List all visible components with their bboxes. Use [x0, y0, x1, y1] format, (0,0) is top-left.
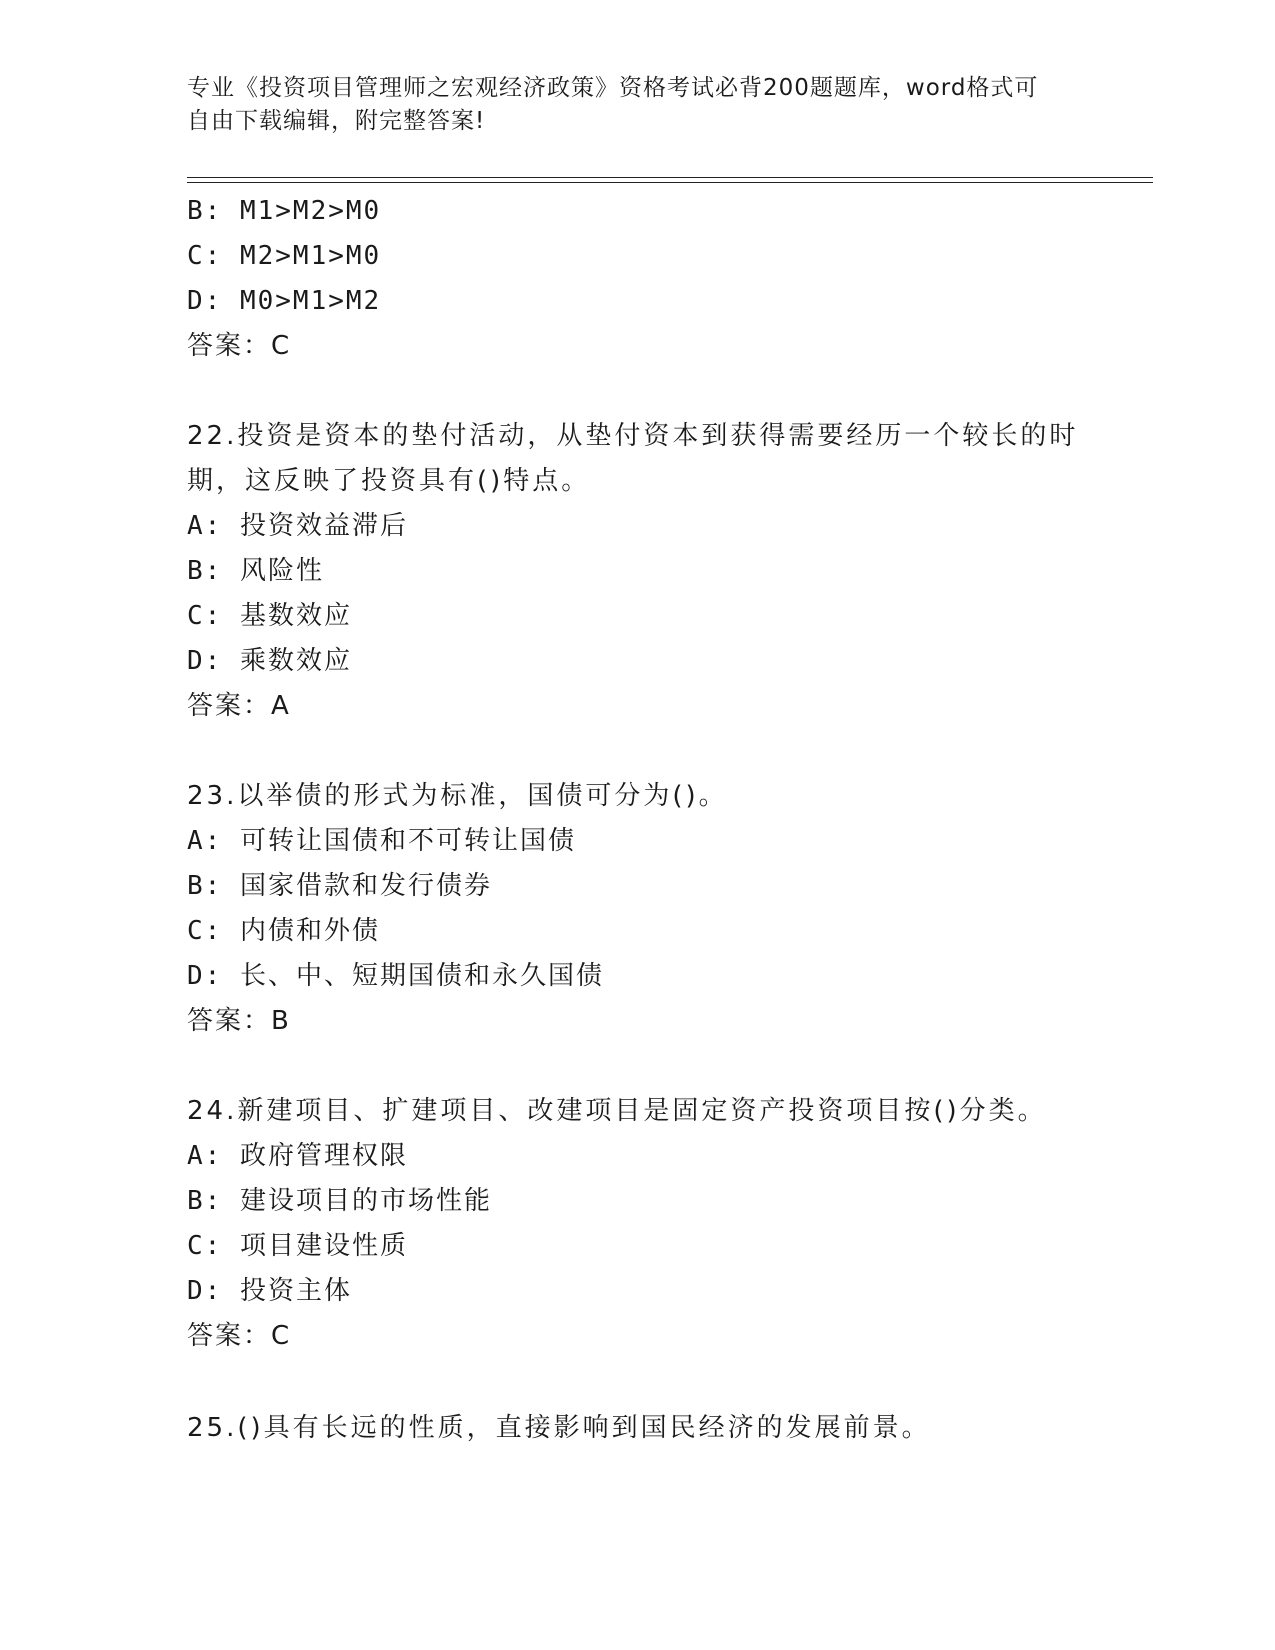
q22-option-d: D: 乘数效应 — [187, 646, 352, 676]
q22-answer: 答案：A — [187, 691, 291, 721]
header-rule-top — [187, 177, 1153, 178]
q23-answer: 答案：B — [187, 1006, 291, 1036]
q22-option-b: B: 风险性 — [187, 556, 324, 586]
document-header — [187, 72, 1067, 138]
q22-option-c: C: 基数效应 — [187, 601, 352, 631]
q22-stem-line-2: 期，这反映了投资具有()特点。 — [187, 466, 591, 496]
q24-option-b: B: 建设项目的市场性能 — [187, 1186, 492, 1216]
q24-answer: 答案：C — [187, 1321, 292, 1351]
prev-option-b: B: M1>M2>M0 — [187, 196, 382, 226]
q22-stem-line-1: 22.投资是资本的垫付活动，从垫付资本到获得需要经历一个较长的时 — [187, 421, 1079, 451]
q23-option-b: B: 国家借款和发行债券 — [187, 871, 492, 901]
q23-option-d: D: 长、中、短期国债和永久国债 — [187, 961, 604, 991]
q24-option-d: D: 投资主体 — [187, 1276, 352, 1306]
prev-option-d: D: M0>M1>M2 — [187, 286, 382, 316]
prev-option-c: C: M2>M1>M0 — [187, 241, 382, 271]
q24-option-a: A: 政府管理权限 — [187, 1141, 408, 1171]
q25-stem-line-1: 25.()具有长远的性质，直接影响到国民经济的发展前景。 — [187, 1413, 931, 1443]
prev-answer: 答案：C — [187, 331, 292, 361]
q23-option-c: C: 内债和外债 — [187, 916, 380, 946]
q23-stem-line-1: 23.以举债的形式为标准，国债可分为()。 — [187, 781, 728, 811]
q24-option-c: C: 项目建设性质 — [187, 1231, 408, 1261]
header-line-1: 专业《投资项目管理师之宏观经济政策》资格考试必背200题题库，word格式可 — [187, 75, 1039, 101]
q24-stem-line-1: 24.新建项目、扩建项目、改建项目是固定资产投资项目按()分类。 — [187, 1096, 1047, 1126]
q23-option-a: A: 可转让国债和不可转让国债 — [187, 826, 576, 856]
header-line-2: 自由下载编辑，附完整答案! — [187, 108, 486, 134]
header-rule-bottom — [187, 182, 1153, 183]
q22-option-a: A: 投资效益滞后 — [187, 511, 408, 541]
